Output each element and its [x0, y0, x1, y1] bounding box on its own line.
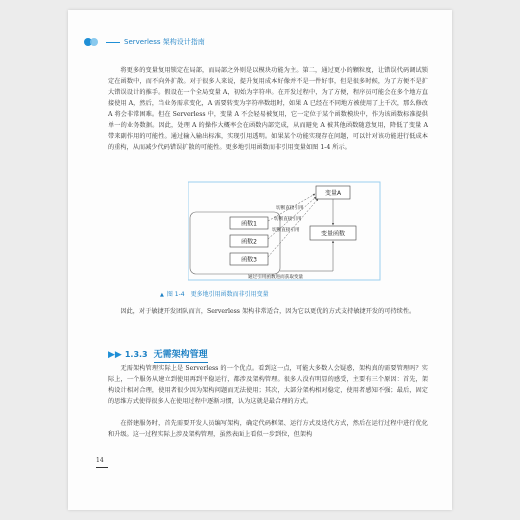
reference-diagram: [188, 180, 388, 284]
edge-via-func: [280, 241, 333, 271]
node-var-func-label: 变量函数: [320, 230, 346, 238]
node-func2-label: 函数2: [241, 238, 257, 246]
running-header: [68, 36, 452, 48]
caption-text: 更多地引用函数而非引用变量: [190, 291, 269, 298]
paragraph-3: 无需架构管理实际上是 Serverless 的一个优点。看到这一点，可能大多数人会疑惑，架构真的需要管理吗？实际上，一个服务从建立到使用再到平稳运行，都涉及架构管理。很多人没有明显的感受，主要有三个原因：首先，架构设计相对合理，使用者很少因为架构问题而无法使用；其次，大部分架构相对稳定，使用者感知不强；最后，固定的思维方式使得很多人在使用过程中逐渐习惯，认为这就是最合理的方式。: [108, 365, 428, 405]
node-func1-label: 函数1: [241, 220, 257, 228]
caption-number: 图 1-4: [166, 291, 185, 298]
edge-cut-3-label: 切断直接引用: [272, 228, 300, 233]
figure-caption: [160, 289, 269, 298]
paragraph-4: 在搭建服务时，首先需要开发人员编写架构，确定代码框架、运行方式及迭代方式，然后在运行过程中进行优化和升级。这一过程实际上涉及架构管理，虽然表面上看似一步到位，但架构: [108, 420, 428, 438]
edge-cut-1-label: 切断直接引用: [276, 206, 304, 211]
page-number: 14: [96, 457, 104, 464]
paragraph-2: 因此，对于敏捷开发团队而言，Serverless 架构非常适合，因为它以更优的方式支持敏捷开发的可持续性。: [120, 308, 416, 315]
node-var-a-label: 变量A: [324, 190, 342, 197]
edge-via-func-label: 通过引用函数进而获取变量: [248, 275, 304, 280]
node-func3-label: 函数3: [241, 256, 257, 264]
header-title: Serverless 架构设计指南: [124, 38, 205, 46]
header-rule: [106, 42, 120, 43]
section-heading: [108, 342, 208, 360]
section-arrow-icon: ▶▶: [108, 350, 122, 360]
section-title: 无需架构管理: [154, 348, 208, 363]
edge-cut-2-label: 切断直接引用: [274, 217, 302, 222]
caption-marker-icon: ▲: [160, 292, 164, 298]
header-logo-icon: [84, 38, 102, 46]
paragraph-1: 将更多的变量复用锁定在局部，而局部之外则是以模块功能为主。第二，通过更小的颗粒度，让错误代码调试锁定在函数中，而不向外扩散。对于很多人来说，提升复用成本好像并不是一件好事，但是很多时候，为了方便不是扩大错误设计的推手。假设在一个全局变量 A，初始为字符串。在开发过程中，为了方便，程序员可能会在多个地方直接使用 A，然后，当业务需求变化，A 需要转变为字符串数组时，如果 A 已经在不同地方被使用了上千次，那么修改 A 将会非常困难。但在 Serverless 中，变量 A 不会轻易被复用，它一定位于某个函数模块中，作为该函数标准提供单一的业务数据。因此，处理 A 的操作大概率会在函数内部完成，从而避免 A 被其他函数随意复用，降低了变量 A 带来副作用的可能性。通过输入输出标准，实现引用透明。如果某个功能实现存在问题，可以针对该功能进行低成本的重构，从而减少代码错误扩散的可能性。更多地引用函数而非引用变量如图 1-4 所示。: [108, 67, 428, 151]
section-number: 1.3.3: [124, 350, 148, 359]
page-number-rule: [96, 467, 108, 468]
book-page: [68, 10, 452, 510]
